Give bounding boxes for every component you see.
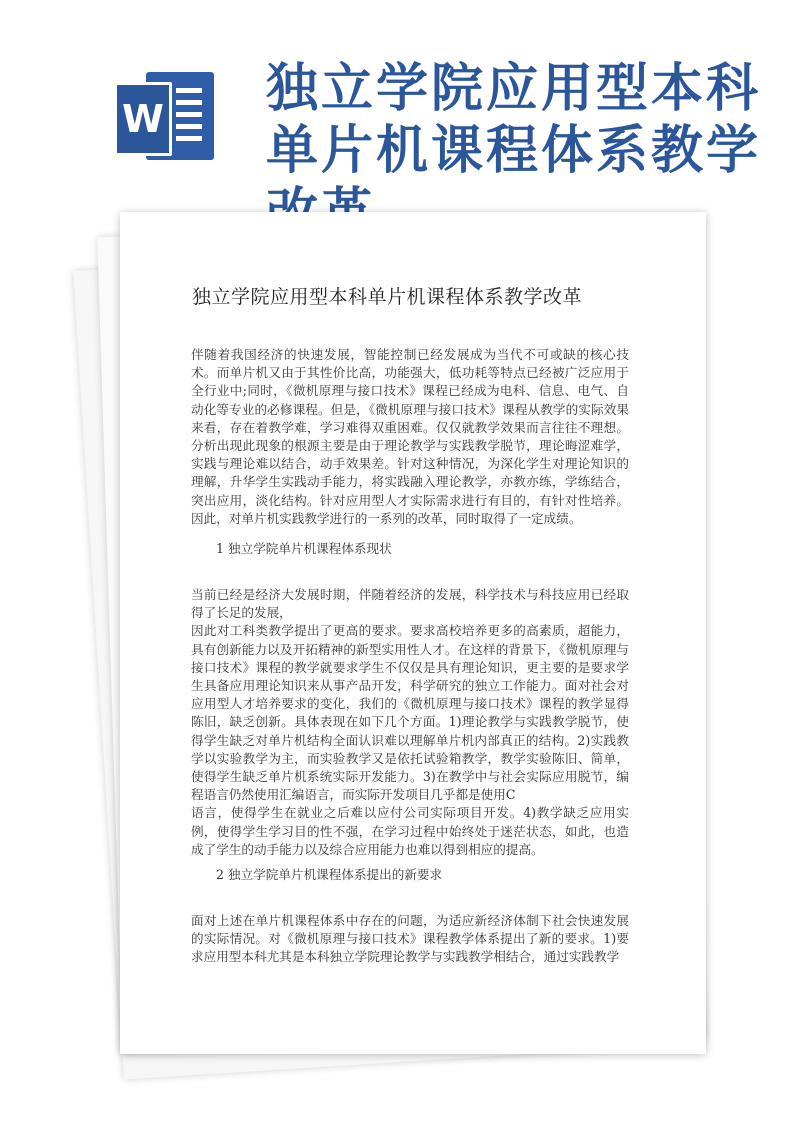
paragraph-section-2: 面对上述在单片机课程体系中存在的问题，为适应新经济体制下社会快速发展的实际情况。对《微机原理与接口技术》课程教学体系提出了新的要求。1)要求应用型本科尤其是本科独立学院理论教学与实践教学相结合，通过实践教学 [191,913,629,965]
document-page [120,212,706,1054]
word-letter-badge: W [114,82,172,156]
section-heading-2: 2 独立学院单片机课程体系提出的新要求 [216,867,443,882]
paragraph-intro: 伴随着我国经济的快速发展，智能控制已经发展成为当代不可或缺的核心技术。而单片机又由于其性价比高，功能强大，低功耗等特点已经被广泛应用于全行业中;同时，《微机原理与接口技术》课程已经成为电科、信息、电气、自动化等专业的必修课程。但是，《微机原理与接口技术》课程从教学的实际效果来看，存在着教学难，学习难得双重困难。仅仅就教学效果而言往往不理想。分析出现此现象的根源主要是由于理论教学与实践教学脱节，理论晦涩难学，实践与理论难以结合，动手效果差。针对这种情况，为深化学生对理论知识的理解，升华学生实践动手能力，将实践融入理论教学，亦教亦练，学练结合，突出应用，淡化结构。针对应用型人才实际需求进行有目的，有针对性培养。因此，对单片机实践教学进行的一系列的改革，同时取得了一定成绩。 [191,347,629,526]
word-document-icon [108,68,218,164]
document-title: 独立学院应用型本科单片机课程体系教学改革 [192,286,583,308]
paragraph-section-1: 当前已经是经济大发展时期，伴随着经济的发展，科学技术与科技应用已经取得了长足的发展， 因此对工科类教学提出了更高的要求。要求高校培养更多的高素质，超能力，具有创新能力以及开拓精神的新型实用性人才。在这样的背景下，《微机原理与接口技术》课程的教学就要求学生不仅仅是具有理论知识，更主要的是要求学生具备应用理论知识来从事产品开发，科学研究的独立工作能力。面对社会对应用型人才培养要求的变化，我们的《微机原理与接口技术》课程的教学显得陈旧，缺乏创新。具体表现在如下几个方面。1)理论教学与实践教学脱节，使得学生缺乏对单片机结构全面认识难以理解单片机内部真正的结构。2)实践教学以实验教学为主，而实验教学又是依托试验箱教学，教学实验陈旧、简单，使得学生缺乏单片机系统实际开发能力。3)在教学中与社会实际应用脱节，编程语言仍然使用汇编语言，而实际开发项目几乎都是使用C 语言，使得学生在就业之后难以应付公司实际项目开发。4)教学缺乏应用实例，使得学生学习目的性不强，在学习过程中始终处于迷茫状态，如此，也造成了学生的动手能力以及综合应用能力也难以得到相应的提高。 [191,587,629,857]
section-heading-1: 1 独立学院单片机课程体系现状 [216,541,392,556]
banner [0,0,800,200]
banner-title: 独立学院应用型本科单片机课程体系教学 [266,59,762,181]
